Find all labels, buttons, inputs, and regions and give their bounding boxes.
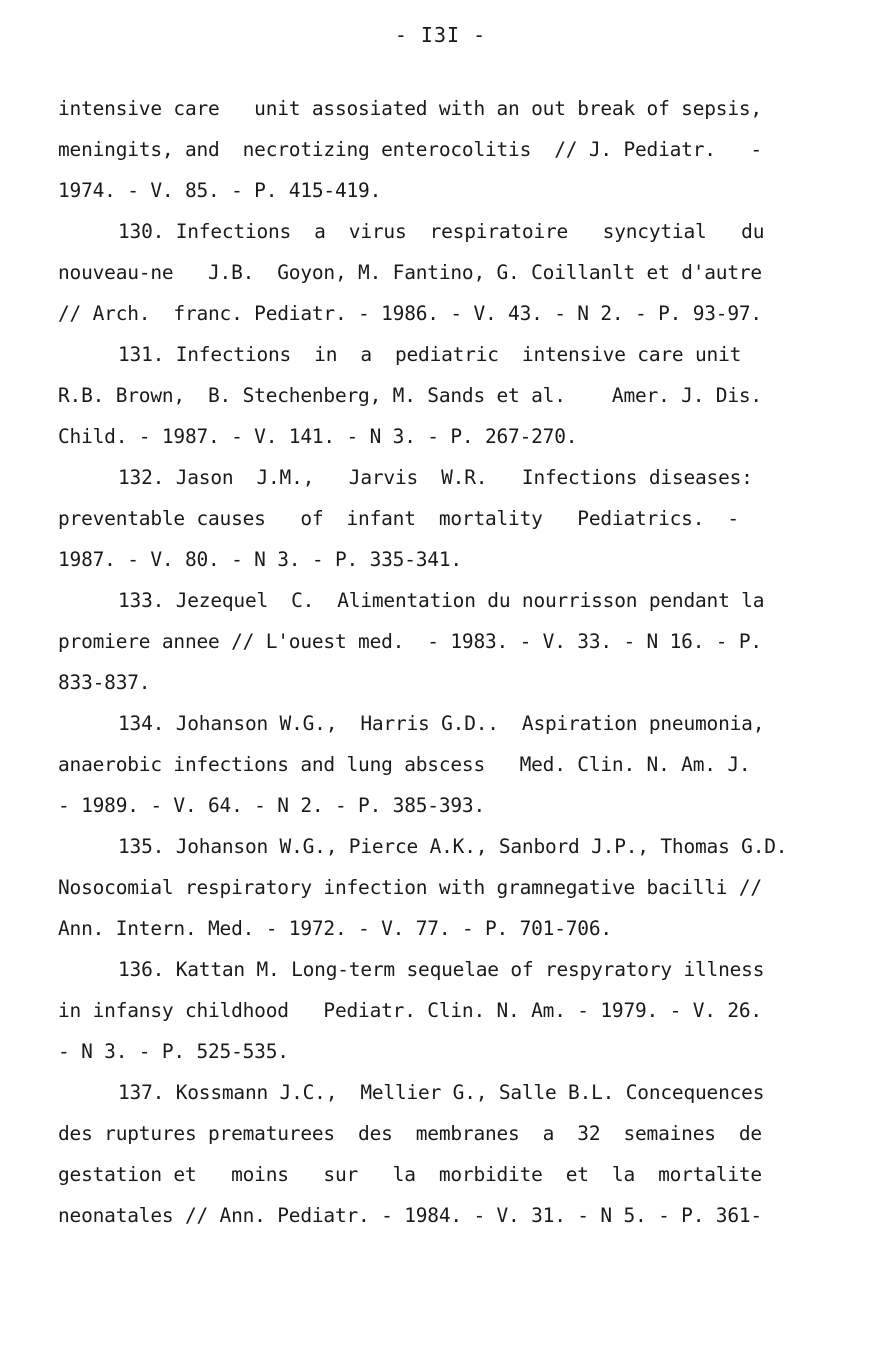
reference-130-start: 130. Infections a virus respiratoire syncytial du (118, 220, 765, 243)
reference-132-start: 132. Jason J.M., Jarvis W.R. Infections diseases: (118, 466, 753, 489)
text-line: in infansy childhood Pediatr. Clin. N. Am. - 1979. - V. 26. (58, 999, 762, 1022)
bibliography-text (58, 88, 834, 1236)
text-line: nouveau-ne J.B. Goyon, M. Fantino, G. Coillanlt et d'autre (58, 261, 762, 284)
page-number: - I3I - (394, 23, 487, 47)
text-line: neonatales // Ann. Pediatr. - 1984. - V. 31. - N 5. - P. 361- (58, 1204, 762, 1227)
text-line: Ann. Intern. Med. - 1972. - V. 77. - P. 701-706. (58, 917, 612, 940)
text-line: preventable causes of infant mortality Pediatrics. - (58, 507, 739, 530)
reference-134-start: 134. Johanson W.G., Harris G.D.. Aspiration pneumonia, (118, 712, 765, 735)
text-line: meningits, and necrotizing enterocolitis // J. Pediatr. - (58, 138, 762, 161)
text-line: Nosocomial respiratory infection with gramnegative bacilli // (58, 876, 762, 899)
reference-133-start: 133. Jezequel C. Alimentation du nourrisson pendant la (118, 589, 765, 612)
text-line: intensive care unit assosiated with an out break of sepsis, (58, 97, 762, 120)
reference-131-start: 131. Infections in a pediatric intensive care unit (118, 343, 742, 366)
text-line: R.B. Brown, B. Stechenberg, M. Sands et al. Amer. J. Dis. (58, 384, 762, 407)
text-line: // Arch. franc. Pediatr. - 1986. - V. 43. - N 2. - P. 93-97. (58, 302, 762, 325)
text-line: promiere annee // L'ouest med. - 1983. - V. 33. - N 16. - P. (58, 630, 762, 653)
text-line: 833-837. (58, 671, 151, 694)
text-line: gestation et moins sur la morbidite et la mortalite (58, 1163, 762, 1186)
reference-137-start: 137. Kossmann J.C., Mellier G., Salle B.L. Concequences (118, 1081, 765, 1104)
text-line: - 1989. - V. 64. - N 2. - P. 385-393. (58, 794, 485, 817)
text-line: Child. - 1987. - V. 141. - N 3. - P. 267-270. (58, 425, 578, 448)
text-line: - N 3. - P. 525-535. (58, 1040, 289, 1063)
text-line: 1974. - V. 85. - P. 415-419. (58, 179, 382, 202)
text-line: anaerobic infections and lung abscess Med. Clin. N. Am. J. (58, 753, 751, 776)
reference-135-start: 135. Johanson W.G., Pierce A.K., Sanbord J.P., Thomas G.D. (118, 835, 788, 858)
text-line: des ruptures prematurees des membranes a 32 semaines de (58, 1122, 762, 1145)
reference-136-start: 136. Kattan M. Long-term sequelae of respyratory illness (118, 958, 765, 981)
text-line: 1987. - V. 80. - N 3. - P. 335-341. (58, 548, 462, 571)
